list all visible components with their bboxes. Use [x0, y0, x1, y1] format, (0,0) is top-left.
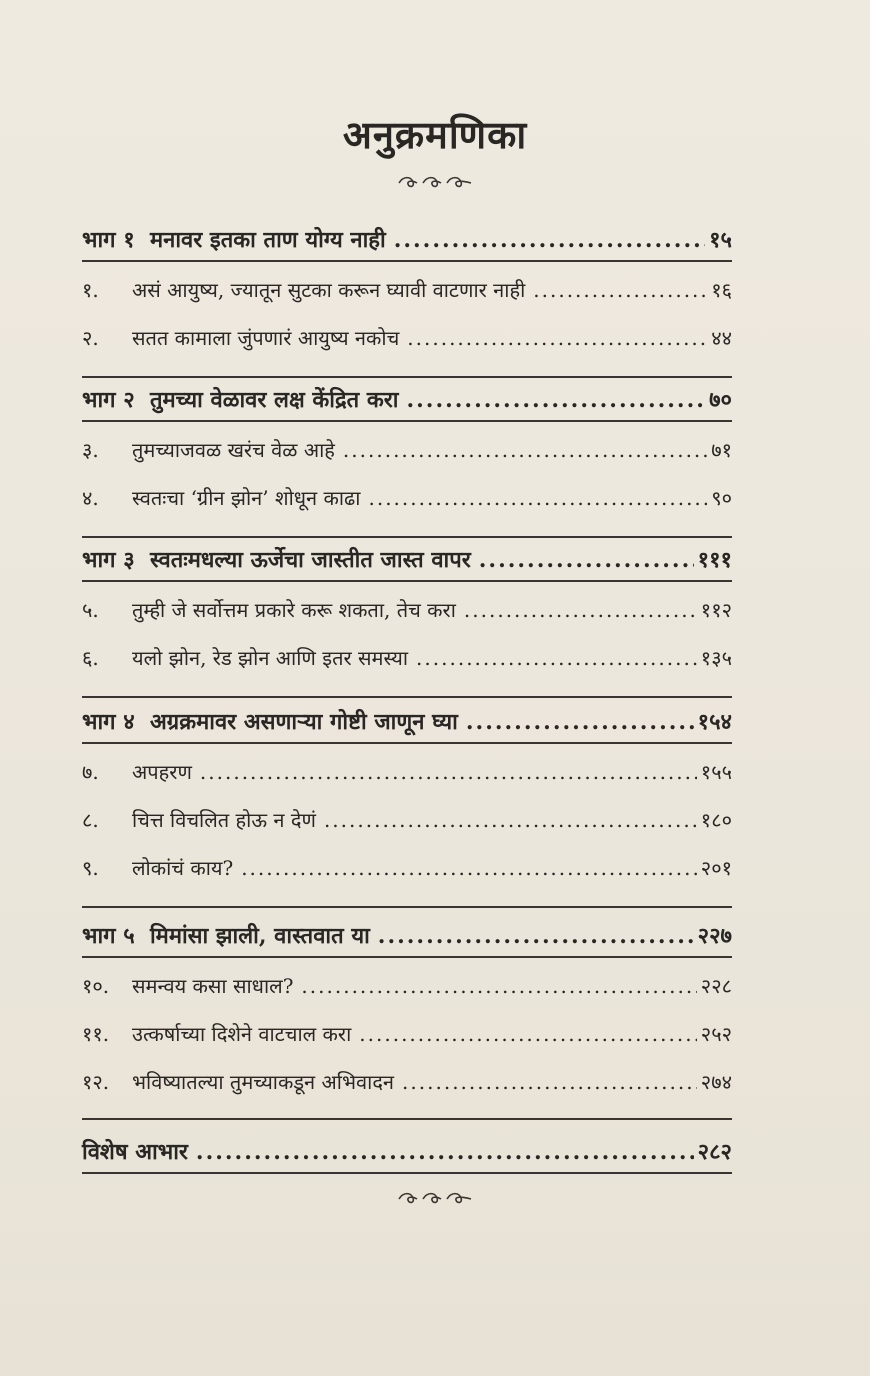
entry-number: ४. — [82, 486, 99, 510]
entry-number: ११. — [82, 1022, 110, 1046]
toc-chapter-row — [82, 484, 732, 520]
toc-part-row — [82, 544, 732, 580]
leader-dots — [196, 1139, 694, 1165]
entry-title: अपहरण — [132, 760, 192, 784]
section-divider — [82, 1118, 732, 1120]
entry-number: भाग ५ — [82, 923, 135, 949]
entry-number: ८. — [82, 808, 99, 832]
entry-page-number: ७१ — [711, 438, 732, 462]
leader-dots — [394, 227, 705, 253]
leader-dots — [464, 598, 697, 622]
entry-number: ५. — [82, 598, 99, 622]
entry-page-number: ११२ — [700, 598, 732, 622]
entry-page-number: ४४ — [711, 326, 732, 350]
entry-number: भाग १ — [82, 227, 135, 253]
entry-number: भाग ४ — [82, 709, 135, 735]
entry-title: चित्त विचलित होऊ न देणं — [132, 808, 316, 832]
section-divider — [82, 742, 732, 744]
entry-number: १०. — [82, 974, 110, 998]
entry-title: तुमच्याजवळ खरंच वेळ आहे — [132, 438, 335, 462]
entry-page-number: १५ — [709, 227, 732, 253]
entry-title: लोकांचं काय? — [132, 856, 234, 880]
leader-dots — [406, 387, 705, 413]
bottom-ornament-icon — [0, 1190, 870, 1210]
leader-dots — [241, 856, 697, 880]
entry-page-number: २२७ — [697, 923, 732, 949]
entry-title: तुम्ही जे सर्वोत्तम प्रकारे करू शकता, तेच करा — [132, 598, 456, 622]
toc-chapter-row — [82, 758, 732, 794]
section-divider — [82, 376, 732, 378]
section-divider — [82, 906, 732, 908]
entry-number: ९. — [82, 856, 99, 880]
toc-part-row — [82, 920, 732, 956]
section-divider — [82, 956, 732, 958]
entry-number: भाग २ — [82, 387, 135, 413]
entry-page-number: १३५ — [700, 646, 732, 670]
entry-page-number: १५५ — [700, 760, 732, 784]
leader-dots — [407, 326, 707, 350]
toc-chapter-row — [82, 644, 732, 680]
toc-chapter-row — [82, 324, 732, 360]
entry-number: २. — [82, 326, 99, 350]
entry-number: ७. — [82, 760, 99, 784]
entry-number: १. — [82, 278, 99, 302]
entry-title: असं आयुष्य, ज्यातून सुटका करून घ्यावी वाटणार नाही — [132, 278, 526, 302]
entry-title: स्वतःमधल्या ऊर्जेचा जास्तीत जास्त वापर — [134, 547, 471, 573]
leader-dots — [416, 646, 697, 670]
top-ornament-icon — [0, 174, 870, 194]
entry-page-number: १६ — [711, 278, 732, 302]
entry-page-number: २७४ — [700, 1070, 732, 1094]
toc-chapter-row — [82, 276, 732, 312]
entry-number: ३. — [82, 438, 99, 462]
leader-dots — [378, 923, 694, 949]
leader-dots — [402, 1070, 697, 1094]
entry-page-number: २०१ — [700, 856, 732, 880]
section-divider — [82, 696, 732, 698]
section-divider — [82, 420, 732, 422]
toc-chapter-row — [82, 854, 732, 890]
toc-part-row — [82, 224, 732, 260]
entry-page-number: १११ — [697, 547, 732, 573]
toc-chapter-row — [82, 972, 732, 1008]
section-divider — [82, 536, 732, 538]
leader-dots — [466, 709, 694, 735]
entry-page-number: ७० — [709, 387, 732, 413]
toc-part-row — [82, 384, 732, 420]
entry-title: मनावर इतका ताण योग्य नाही — [134, 227, 386, 253]
entry-page-number: २५२ — [700, 1022, 732, 1046]
entry-number: भाग ३ — [82, 547, 135, 573]
entry-page-number: १५४ — [697, 709, 732, 735]
entry-title: समन्वय कसा साधाल? — [132, 974, 294, 998]
toc-chapter-row — [82, 436, 732, 472]
entry-number: १२. — [82, 1070, 110, 1094]
leader-dots — [200, 760, 697, 784]
toc-chapter-row — [82, 1068, 732, 1104]
entry-title: तुमच्या वेळावर लक्ष केंद्रित करा — [134, 387, 399, 413]
entry-title: विशेष आभार — [82, 1139, 188, 1165]
section-divider — [82, 580, 732, 582]
entry-page-number: २२८ — [700, 974, 732, 998]
entry-title: भविष्यातल्या तुमच्याकडून अभिवादन — [132, 1070, 395, 1094]
entry-page-number: ९० — [711, 486, 732, 510]
leader-dots — [359, 1022, 697, 1046]
page-title: अनुक्रमणिका — [342, 112, 528, 157]
section-divider — [82, 1172, 732, 1174]
leader-dots — [533, 278, 707, 302]
entry-title: अग्रक्रमावर असणाऱ्या गोष्टी जाणून घ्या — [134, 709, 458, 735]
toc-closing-row — [82, 1136, 732, 1172]
entry-page-number: २८२ — [697, 1139, 732, 1165]
toc-chapter-row — [82, 596, 732, 632]
section-divider — [82, 260, 732, 262]
leader-dots — [301, 974, 696, 998]
entry-title: मिमांसा झाली, वास्तवात या — [134, 923, 370, 949]
leader-dots — [368, 486, 707, 510]
entry-title: सतत कामाला जुंपणारं आयुष्य नकोच — [132, 326, 400, 350]
leader-dots — [343, 438, 707, 462]
entry-title: स्वतःचा ‘ग्रीन झोन’ शोधून काढा — [132, 486, 361, 510]
leader-dots — [324, 808, 697, 832]
leader-dots — [479, 547, 694, 573]
entry-page-number: १८० — [700, 808, 732, 832]
toc-chapter-row — [82, 806, 732, 842]
toc-chapter-row — [82, 1020, 732, 1056]
entry-title: उत्कर्षाच्या दिशेने वाटचाल करा — [132, 1022, 352, 1046]
entry-title: यलो झोन, रेड झोन आणि इतर समस्या — [132, 646, 409, 670]
entry-number: ६. — [82, 646, 99, 670]
toc-part-row — [82, 706, 732, 742]
